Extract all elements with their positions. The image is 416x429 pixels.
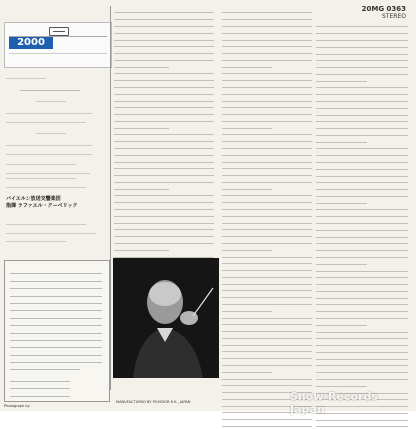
text-line	[316, 131, 408, 136]
text-line	[222, 374, 312, 379]
text-line	[114, 252, 214, 257]
text-line	[10, 348, 102, 355]
text-line	[10, 311, 102, 318]
text-line	[222, 49, 312, 54]
text-line	[222, 83, 312, 88]
series-badge: 2000	[9, 37, 53, 49]
text-line	[222, 157, 312, 162]
text-line	[114, 239, 214, 244]
text-line	[316, 151, 408, 156]
text-lines	[114, 8, 218, 278]
text-line	[316, 280, 408, 285]
text-line	[222, 340, 312, 345]
text-line	[316, 375, 408, 380]
text-line	[316, 103, 408, 108]
text-line	[222, 89, 312, 94]
text-lines	[316, 22, 410, 427]
text-line	[316, 422, 408, 427]
text-line	[10, 297, 102, 304]
text-line	[36, 127, 66, 134]
text-line	[114, 144, 214, 149]
text-line	[222, 110, 312, 115]
text-line	[222, 252, 312, 257]
text-line	[10, 326, 102, 333]
text-line	[222, 205, 312, 210]
label-box	[4, 22, 112, 68]
text-line	[222, 62, 272, 67]
text-line	[222, 22, 312, 27]
catalog-number-text: 20MG 0363	[361, 5, 406, 13]
text-line	[316, 124, 408, 129]
text-line	[316, 117, 408, 122]
text-line	[316, 219, 408, 224]
text-line	[114, 205, 214, 210]
text-line	[114, 89, 214, 94]
text-line	[222, 279, 312, 284]
program-column	[6, 72, 106, 174]
text-line	[316, 29, 408, 34]
text-line	[114, 96, 214, 101]
text-line	[316, 314, 408, 319]
text-line	[222, 76, 312, 81]
text-line	[316, 348, 408, 353]
text-line	[114, 130, 214, 135]
text-line	[316, 76, 367, 81]
text-line	[114, 62, 169, 67]
text-line	[222, 293, 312, 298]
text-line	[222, 15, 312, 20]
text-line	[316, 354, 408, 359]
logo-row	[9, 26, 107, 37]
text-line	[114, 28, 214, 33]
text-line	[316, 334, 408, 339]
text-line	[316, 300, 408, 305]
conductor-portrait-image	[113, 258, 219, 378]
text-line	[222, 306, 272, 311]
text-line	[222, 117, 312, 122]
text-line	[222, 123, 272, 128]
text-line	[114, 198, 214, 203]
orchestra-name: バイエルン放送交響楽団	[6, 195, 61, 202]
text-line	[222, 367, 272, 372]
text-line	[222, 286, 312, 291]
text-line	[222, 232, 312, 237]
catalog-sub-text: STEREO	[382, 13, 406, 20]
text-line	[222, 96, 312, 101]
text-line	[316, 83, 408, 88]
text-line	[316, 246, 408, 251]
text-line	[316, 232, 408, 237]
text-line	[114, 218, 214, 223]
text-line	[6, 235, 66, 242]
text-line	[114, 103, 214, 108]
essay-column-right-b	[316, 22, 410, 429]
photo-credit: Photograph by	[4, 404, 30, 408]
text-line	[6, 106, 92, 113]
text-line	[114, 171, 214, 176]
text-line	[10, 289, 102, 296]
text-line	[222, 8, 312, 13]
catalog-number	[362, 6, 406, 20]
text-line	[222, 361, 312, 366]
text-line	[316, 56, 408, 61]
text-line	[10, 304, 102, 311]
text-line	[316, 212, 408, 217]
text-line	[222, 42, 312, 47]
text-line	[222, 150, 312, 155]
text-line	[316, 273, 408, 278]
text-lines	[222, 8, 314, 427]
text-line	[114, 150, 214, 155]
text-line	[114, 15, 214, 20]
text-line	[6, 116, 86, 123]
text-line	[316, 381, 367, 386]
text-line	[6, 148, 92, 155]
text-line	[222, 300, 312, 305]
text-line	[316, 22, 408, 27]
text-line	[316, 49, 408, 54]
text-line	[10, 363, 80, 370]
text-line	[6, 172, 76, 179]
conductor-photo	[113, 258, 219, 378]
text-line	[222, 320, 312, 325]
text-line	[114, 69, 214, 74]
text-line	[222, 225, 312, 230]
text-line	[114, 55, 214, 60]
text-line	[222, 130, 312, 135]
text-line	[316, 239, 408, 244]
text-line	[316, 415, 408, 420]
text-line	[316, 361, 408, 366]
text-line	[114, 178, 214, 183]
text-line	[222, 198, 312, 203]
text-line	[114, 117, 214, 122]
text-line	[316, 171, 408, 176]
text-line	[222, 55, 312, 60]
text-line	[6, 226, 96, 233]
manufacturer-line: MANUFACTURED BY POLYDOR K.K., JAPAN	[116, 400, 191, 404]
text-line	[114, 42, 214, 47]
text-line	[316, 259, 367, 264]
text-line	[222, 354, 312, 359]
text-line	[316, 36, 408, 41]
text-line	[316, 164, 408, 169]
text-line	[222, 272, 312, 277]
text-line	[114, 76, 214, 81]
text-line	[316, 97, 408, 102]
text-line	[316, 327, 408, 332]
essay-column-middle	[114, 8, 218, 279]
text-line	[316, 158, 408, 163]
text-line	[316, 293, 408, 298]
text-line	[316, 341, 408, 346]
text-line	[6, 72, 46, 79]
text-line	[20, 83, 80, 90]
text-line	[222, 144, 312, 149]
essay-column-right-a	[222, 8, 314, 428]
text-line	[316, 110, 408, 115]
text-line	[222, 266, 312, 271]
notes-box	[4, 260, 110, 402]
text-line	[316, 144, 408, 149]
text-line	[6, 180, 86, 187]
text-line	[10, 374, 70, 381]
text-line	[316, 137, 367, 142]
text-line	[114, 211, 214, 216]
text-line	[222, 245, 272, 250]
text-line	[222, 313, 312, 318]
text-line	[316, 69, 408, 74]
text-line	[114, 83, 214, 88]
text-line	[222, 422, 312, 427]
text-line	[114, 157, 214, 162]
text-line	[114, 164, 214, 169]
text-line	[222, 35, 312, 40]
text-line	[10, 382, 70, 389]
text-line	[316, 205, 408, 210]
text-line	[316, 178, 408, 183]
text-line	[114, 184, 169, 189]
text-line	[6, 157, 76, 164]
text-line	[6, 138, 92, 145]
text-line	[10, 274, 102, 281]
text-line	[114, 49, 214, 54]
text-line	[114, 191, 214, 196]
text-line	[10, 267, 102, 274]
text-line	[316, 198, 367, 203]
text-line	[36, 95, 66, 102]
text-line	[316, 307, 408, 312]
text-line	[222, 137, 312, 142]
text-line	[222, 103, 312, 108]
text-line	[114, 245, 169, 250]
text-line	[114, 123, 169, 128]
text-line	[6, 218, 86, 225]
text-line	[114, 137, 214, 142]
text-line	[222, 28, 312, 33]
text-line	[114, 225, 214, 230]
text-line	[222, 69, 312, 74]
text-line	[10, 356, 102, 363]
text-line	[114, 232, 214, 237]
text-line	[316, 368, 408, 373]
divider	[9, 53, 107, 54]
text-line	[10, 341, 102, 348]
text-line	[222, 334, 312, 339]
text-line	[316, 266, 408, 271]
text-line	[222, 178, 312, 183]
text-line	[316, 185, 408, 190]
conductor-name: 指揮 ラファエル・クーベリック	[6, 202, 78, 209]
text-line	[222, 218, 312, 223]
text-line	[316, 286, 408, 291]
text-line	[222, 259, 312, 264]
watermark: Snow-Records Japan	[290, 390, 378, 416]
text-line	[222, 171, 312, 176]
text-line	[222, 381, 312, 386]
text-line	[114, 8, 214, 13]
text-line	[316, 253, 408, 258]
text-line	[316, 90, 408, 95]
record-label-logo-icon	[49, 27, 69, 36]
text-line	[316, 225, 408, 230]
text-line	[222, 191, 312, 196]
text-line	[10, 282, 102, 289]
text-line	[114, 110, 214, 115]
text-line	[316, 63, 408, 68]
text-line	[316, 192, 408, 197]
text-line	[222, 347, 312, 352]
text-line	[316, 320, 367, 325]
text-line	[114, 35, 214, 40]
text-line	[10, 334, 102, 341]
divider	[110, 6, 111, 390]
text-line	[316, 42, 408, 47]
text-line	[222, 164, 312, 169]
text-line	[222, 184, 272, 189]
text-line	[114, 22, 214, 27]
credits-block	[6, 172, 110, 242]
text-line	[222, 239, 312, 244]
text-line	[222, 327, 312, 332]
text-line	[222, 211, 312, 216]
text-line	[10, 319, 102, 326]
